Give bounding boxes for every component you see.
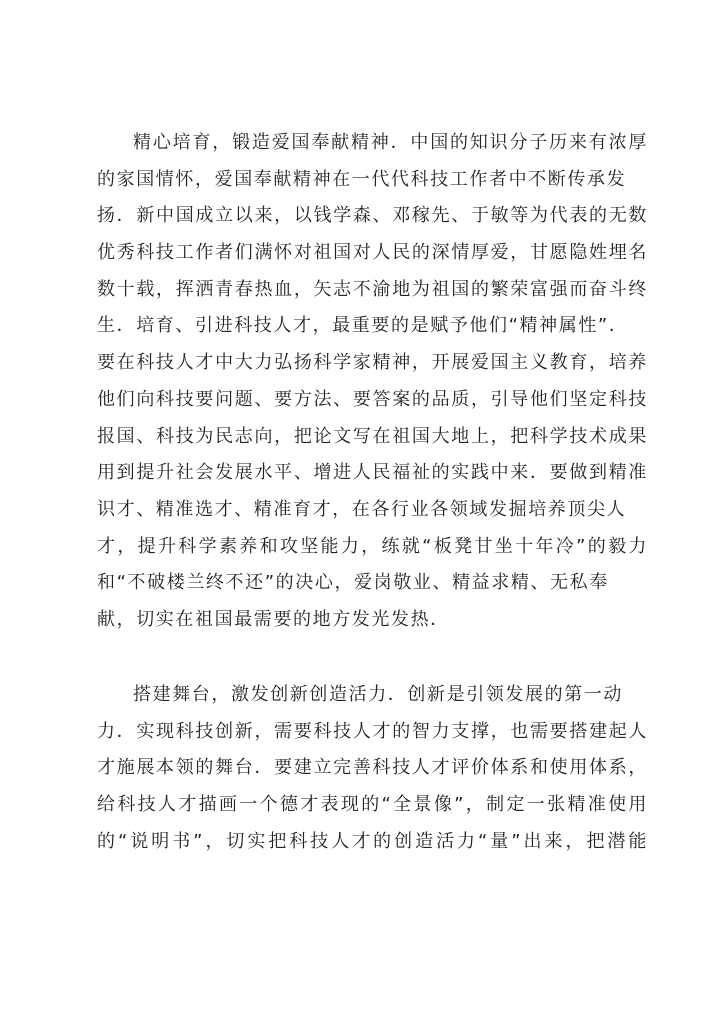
text-line: 给科技人才描画一个德才表现的“全景像”，制定一张精准使用	[97, 794, 648, 816]
text-line: 生．培育、引进科技人才，最重要的是赋予他们“精神属性”．	[97, 315, 629, 337]
paragraph-talent-cultivation	[97, 125, 648, 639]
text-line: 精心培育，锻造爱国奉献精神．中国的知识分子历来有浓厚	[133, 132, 648, 153]
text-line: 才施展本领的舞台．要建立完善科技人才评价体系和使用体系，	[97, 757, 648, 779]
text-line: 力．实现科技创新，需要科技人才的智力支撑，也需要搭建起人	[97, 720, 648, 742]
text-line: 才，提升科学素养和攻坚能力，练就“板凳甘坐十年冷”的毅力	[97, 535, 648, 557]
text-line: 报国、科技为民志向，把论文写在祖国大地上，把科学技术成果	[97, 425, 648, 447]
text-line: 用到提升社会发展水平、增进人民福祉的实践中来．要做到精准	[97, 462, 648, 484]
text-line: 搭建舞台，激发创新创造活力．创新是引领发展的第一动	[133, 684, 623, 705]
text-line: 的家国情怀，爱国奉献精神在一代代科技工作者中不断传承发	[97, 168, 627, 190]
text-line: 数十载，挥洒青春热血，矢志不渝地为祖国的繁荣富强而奋斗终	[97, 278, 648, 300]
text-line: 扬．新中国成立以来，以钱学森、邓稼先、于敏等为代表的无数	[97, 205, 648, 227]
text-line: 他们向科技要问题、要方法、要答案的品质，引导他们坚定科技	[97, 388, 648, 410]
text-line: 要在科技人才中大力弘扬科学家精神，开展爱国主义教育，培养	[97, 352, 648, 374]
paragraph-innovation-stage	[97, 677, 648, 860]
text-line: 的“说明书”，切实把科技人才的创造活力“量”出来，把潜能	[97, 830, 648, 852]
text-line: 献，切实在祖国最需要的地方发光发热．	[97, 608, 450, 630]
text-line: 优秀科技工作者们满怀对祖国对人民的深情厚爱，甘愿隐姓埋名	[97, 242, 648, 264]
text-line: 和“不破楼兰终不还”的决心，爱岗敬业、精益求精、无私奉	[97, 572, 609, 594]
text-line: 识才、精准选才、精准育才，在各行业各领域发掘培养顶尖人	[97, 498, 627, 520]
